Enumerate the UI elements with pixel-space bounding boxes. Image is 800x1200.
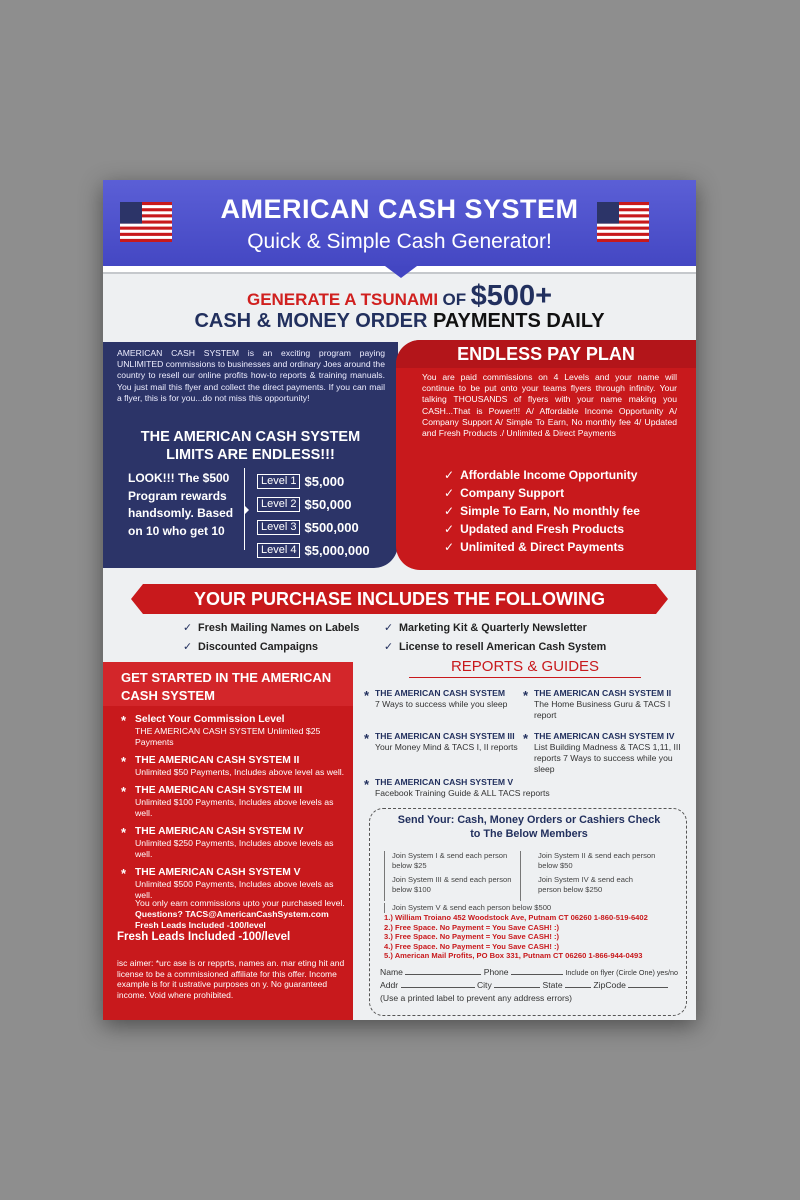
limits-heading <box>103 428 398 464</box>
disclaimer: isc aimer: *urc ase is or repprts, names an. mar eting hit and license to be a commissioned affiliate for this offer. Income example is for it ustrative purposes on y. No guaranteed income. Void where prohibited. <box>117 958 345 1000</box>
send-title <box>370 813 688 841</box>
checkmark-icon: ✓ <box>444 486 455 500</box>
questions-email[interactable]: Questions? TACS@AmericanCashSystem.com <box>135 909 329 919</box>
purchase-item-label: Discounted Campaigns <box>198 641 319 653</box>
commission-level-item <box>121 785 349 819</box>
address-note: (Use a printed label to prevent any address errors) <box>380 993 573 1003</box>
report-name: THE AMERICAN CASH SYSTEM IV <box>534 731 675 741</box>
leads-note-large: Fresh Leads Included -100/level <box>117 931 291 943</box>
report-item <box>364 688 525 710</box>
pay-plan-benefits <box>444 466 640 556</box>
report-desc: The Home Business Guru & TACS I report <box>534 699 671 720</box>
benefit-label: Affordable Income Opportunity <box>460 468 638 482</box>
level-amount: $50,000 <box>304 497 352 512</box>
benefit-item <box>444 466 640 484</box>
header-pointer <box>385 266 417 278</box>
star-icon: * <box>364 777 370 792</box>
get-started-title: GET STARTED IN THE AMERICAN CASH SYSTEM <box>121 670 332 703</box>
join-option: Join System I & send each person below $25 <box>392 851 508 870</box>
headline-amount: $500+ <box>470 280 553 312</box>
star-icon: * <box>364 731 370 746</box>
join-bar-left <box>384 851 385 901</box>
purchase-item-label: Fresh Mailing Names on Labels <box>198 622 360 634</box>
commission-level-name: THE AMERICAN CASH SYSTEM V <box>135 867 301 878</box>
member-item: 3.) Free Space. No Payment = You Save CASH! :) <box>384 932 560 942</box>
reports-title-underline <box>409 677 641 678</box>
headline-line2-part2: PAYMENTS DAILY <box>433 310 605 332</box>
member-item: 4.) Free Space. No Payment = You Save CASH! :) <box>384 941 560 951</box>
form-row-2 <box>380 979 685 992</box>
city-field[interactable] <box>494 979 540 988</box>
phone-field[interactable] <box>511 966 563 975</box>
headline <box>103 280 696 313</box>
form-row-1 <box>380 966 685 979</box>
benefit-item <box>444 520 640 538</box>
level-row <box>257 493 370 516</box>
addr-field[interactable] <box>401 979 475 988</box>
name-label: Name <box>380 967 403 977</box>
purchase-banner: YOUR PURCHASE INCLUDES THE FOLLOWING <box>143 584 656 614</box>
level-amount: $5,000,000 <box>304 543 370 558</box>
send-payment-box <box>369 808 687 1016</box>
headline-part1: GENERATE A TSUNAMI <box>246 290 439 309</box>
purchase-item <box>384 621 606 640</box>
level-label: Level 1 <box>257 474 300 489</box>
checkmark-icon: ✓ <box>444 522 455 536</box>
send-title-line2: to The Below Members <box>470 828 588 840</box>
earn-note: You only earn commissions upto your purchased level. <box>135 898 345 908</box>
header-banner <box>103 180 696 270</box>
purchase-item-label: License to resell American Cash System <box>399 641 607 653</box>
level-row <box>257 516 370 539</box>
benefit-item <box>444 538 640 556</box>
report-item <box>523 688 684 721</box>
name-field[interactable] <box>405 966 481 975</box>
purchase-item-label: Marketing Kit & Quarterly Newsletter <box>399 622 587 634</box>
limits-line2: LIMITS ARE ENDLESS!!! <box>166 447 335 463</box>
commission-level-name: Select Your Commission Level <box>135 714 285 725</box>
join-option: Join System III & send each person below $100 <box>392 875 512 894</box>
member-list <box>384 913 684 961</box>
purchase-item <box>384 640 606 659</box>
report-desc: List Building Madness & TACS 1,11, III reports 7 Ways to success while you sleep <box>534 742 681 774</box>
us-flag-icon <box>597 202 649 242</box>
state-field[interactable] <box>565 979 591 988</box>
pay-plan-box <box>396 340 696 570</box>
report-item <box>364 777 605 799</box>
limits-line1: THE AMERICAN CASH SYSTEM <box>140 429 361 445</box>
commission-level-desc: Unlimited $500 Payments, Includes above levels as well. <box>135 879 334 900</box>
level-label: Level 4 <box>257 543 300 558</box>
purchase-list-left <box>183 621 359 659</box>
commission-level-name: THE AMERICAN CASH SYSTEM IV <box>135 826 304 837</box>
headline-part2: OF <box>442 290 467 309</box>
commission-levels <box>121 714 349 908</box>
join-option: Join System IV & send each person below $250 <box>538 875 633 894</box>
benefit-item <box>444 502 640 520</box>
star-icon: * <box>121 784 127 799</box>
report-desc: Your Money Mind & TACS I, II reports <box>375 742 518 752</box>
checkmark-icon: ✓ <box>444 468 455 482</box>
star-icon: * <box>364 688 370 703</box>
star-icon: * <box>121 754 127 769</box>
join-divider <box>520 851 521 901</box>
zip-label: ZipCode <box>593 980 626 990</box>
star-icon: * <box>121 713 127 728</box>
benefit-label: Updated and Fresh Products <box>460 522 625 536</box>
join-option: Join System V & send each person below $500 <box>392 903 552 912</box>
star-icon: * <box>121 866 127 881</box>
level-label: Level 3 <box>257 520 300 535</box>
flyer <box>103 180 696 1020</box>
checkmark-icon: ✓ <box>384 641 394 653</box>
benefit-label: Unlimited & Direct Payments <box>460 540 625 554</box>
level-amount: $5,000 <box>304 474 345 489</box>
star-icon: * <box>121 825 127 840</box>
city-label: City <box>476 980 492 990</box>
purchase-item <box>183 640 359 659</box>
commission-level-item <box>121 755 349 778</box>
headline-line2-part1: CASH & MONEY ORDER <box>194 310 428 332</box>
zip-field[interactable] <box>628 979 668 988</box>
look-text: LOOK!!! The $500 Program rewards handsomly. Based on 10 who get 10 <box>128 471 234 538</box>
level-row <box>257 470 370 493</box>
level-label: Level 2 <box>257 497 300 512</box>
report-desc: 7 Ways to success while you sleep <box>375 699 508 709</box>
checkmark-icon: ✓ <box>183 641 193 653</box>
member-item: 2.) Free Space. No Payment = You Save CASH! :) <box>384 922 560 932</box>
commission-level-desc: THE AMERICAN CASH SYSTEM Unlimited $25 Payments <box>135 726 321 747</box>
checkmark-icon: ✓ <box>444 540 455 554</box>
report-name: THE AMERICAN CASH SYSTEM III <box>375 731 515 741</box>
commission-level-item <box>121 867 349 901</box>
flyer-option[interactable]: Include on flyer (Circle One) yes/no <box>565 968 679 977</box>
report-name: THE AMERICAN CASH SYSTEM V <box>375 777 514 787</box>
member-item: 5.) American Mail Profits, PO Box 331, Putnam CT 06260 1-866-944-0493 <box>384 951 643 961</box>
member-item: 1.) William Troiano 452 Woodstock Ave, Putnam CT 06260 1-860-519-6402 <box>384 913 648 922</box>
report-name: THE AMERICAN CASH SYSTEM <box>375 688 506 698</box>
checkmark-icon: ✓ <box>384 622 394 634</box>
purchase-item <box>183 621 359 640</box>
pay-plan-title: ENDLESS PAY PLAN <box>457 344 635 364</box>
commission-level-desc: Unlimited $100 Payments, Includes above levels as well. <box>135 797 334 818</box>
join-option: Join System II & send each person below $50 <box>538 851 656 870</box>
benefit-label: Company Support <box>460 486 565 500</box>
commission-level-item <box>121 714 349 748</box>
levels-pointer-icon <box>244 505 249 515</box>
leads-note: Fresh Leads Included -100/level <box>135 920 266 930</box>
addr-label: Addr <box>380 980 399 990</box>
pay-plan-text: You are paid commissions on 4 Levels and your name will continue to be put onto your teams flyers through infinity. Your talking THOUSANDS of flyers with your name making you CASH...That is Power!!! A/ Affordable Income Opportunity A/ Company Support A/ Simple To Earn, No monthly fee 4/ Updated and Fresh Products ./ Unlimited & Direct Payments <box>422 372 677 439</box>
order-form <box>380 966 685 1005</box>
state-label: State <box>542 980 563 990</box>
report-item <box>523 731 684 775</box>
levels-list <box>257 470 370 562</box>
star-icon: * <box>523 731 529 746</box>
header-subtitle: Quick & Simple Cash Generator! <box>247 230 552 253</box>
commission-level-item <box>121 826 349 860</box>
commission-level-name: THE AMERICAN CASH SYSTEM II <box>135 755 300 766</box>
header-title: AMERICAN CASH SYSTEM <box>220 194 579 224</box>
commission-level-desc: Unlimited $250 Payments, Includes above levels as well. <box>135 838 334 859</box>
phone-label: Phone <box>483 967 509 977</box>
star-icon: * <box>523 688 529 703</box>
join-bar-left <box>384 903 385 913</box>
report-desc: Facebook Training Guide & ALL TACS reports <box>375 788 550 798</box>
reports-title: REPORTS & GUIDES <box>450 658 600 675</box>
send-title-line1: Send Your: Cash, Money Orders or Cashiers Check <box>397 814 661 826</box>
level-row <box>257 539 370 562</box>
purchase-list-right <box>384 621 606 659</box>
report-item <box>364 731 525 753</box>
commission-level-desc: Unlimited $50 Payments, Includes above level as well. <box>135 767 345 777</box>
checkmark-icon: ✓ <box>444 504 455 518</box>
get-started-notes <box>117 898 349 944</box>
benefit-label: Simple To Earn, No monthly fee <box>460 504 640 518</box>
benefit-item <box>444 484 640 502</box>
level-amount: $500,000 <box>304 520 359 535</box>
get-started-box <box>103 662 353 1020</box>
report-name: THE AMERICAN CASH SYSTEM II <box>534 688 672 698</box>
intro-text: AMERICAN CASH SYSTEM is an exciting program paying UNLIMITED commissions to businesses and ordinary Joes around the country to resell our online profits how-to reports & training manuals. You just mail this flyer and collect the direct payments. If you can mail a flyer, this is for you...do not miss this opportunity! <box>117 348 385 403</box>
headline-line2 <box>103 310 696 333</box>
get-started-header <box>103 662 353 706</box>
intro-box <box>103 342 398 568</box>
checkmark-icon: ✓ <box>183 622 193 634</box>
commission-level-name: THE AMERICAN CASH SYSTEM III <box>135 785 303 796</box>
